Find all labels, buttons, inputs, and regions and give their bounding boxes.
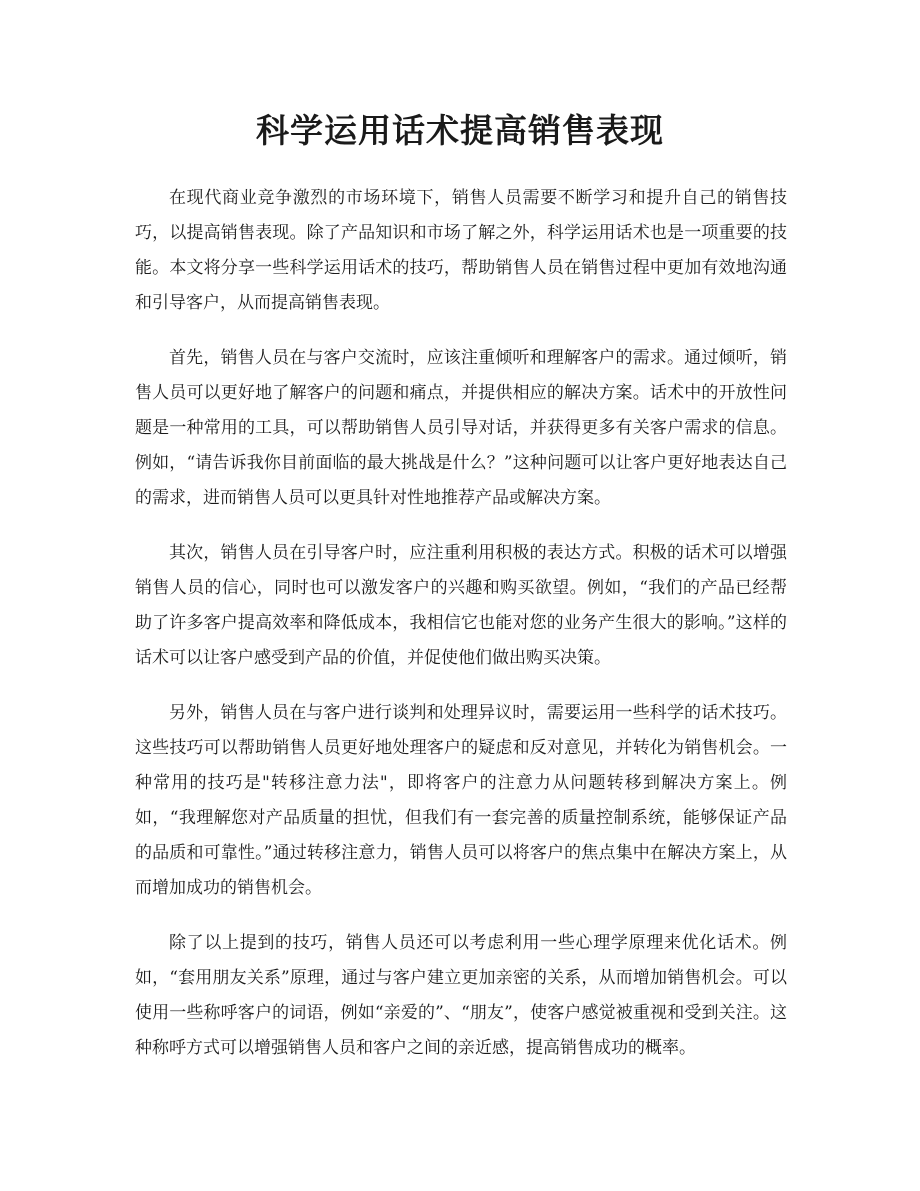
paragraph-intro: 在现代商业竞争激烈的市场环境下，销售人员需要不断学习和提升自己的销售技巧，以提高销售表现。除了产品知识和市场了解之外，科学运用话术也是一项重要的技能。本文将分享一些科学运用话术的技巧，帮助销售人员在销售过程中更加有效地沟通和引导客户，从而提高销售表现。	[135, 188, 787, 313]
paragraph-positive-expression: 其次，销售人员在引导客户时，应注重利用积极的表达方式。积极的话术可以增强销售人员的信心，同时也可以激发客户的兴趣和购买欲望。例如，“我们的产品已经帮助了许多客户提高效率和降低成本，我相信它也能对您的业务产生很大的影响。”这样的话术可以让客户感受到产品的价值，并促使他们做出购买决策。	[135, 543, 787, 668]
document-body	[135, 181, 787, 1086]
paragraph-listening: 首先，销售人员在与客户交流时，应该注重倾听和理解客户的需求。通过倾听，销售人员可以更好地了解客户的问题和痛点，并提供相应的解决方案。话术中的开放性问题是一种常用的工具，可以帮助销售人员引导对话，并获得更多有关客户需求的信息。例如，“请告诉我你目前面临的最大挑战是什么？”这种问题可以让客户更好地表达自己的需求，进而销售人员可以更具针对性地推荐产品或解决方案。	[135, 348, 787, 508]
document-title: 科学运用话术提高销售表现	[256, 111, 664, 150]
paragraph-psychology: 除了以上提到的技巧，销售人员还可以考虑利用一些心理学原理来优化话术。例如，“套用朋友关系”原理，通过与客户建立更加亲密的关系，从而增加销售机会。可以使用一些称呼客户的词语，例如“亲爱的”、“朋友”，使客户感觉被重视和受到关注。这种称呼方式可以增强销售人员和客户之间的亲近感，提高销售成功的概率。	[135, 933, 787, 1058]
paragraph-negotiation: 另外，销售人员在与客户进行谈判和处理异议时，需要运用一些科学的话术技巧。这些技巧可以帮助销售人员更好地处理客户的疑虑和反对意见，并转化为销售机会。一种常用的技巧是"转移注意力法"，即将客户的注意力从问题转移到解决方案上。例如，“我理解您对产品质量的担忧，但我们有一套完善的质量控制系统，能够保证产品的品质和可靠性。”通过转移注意力，销售人员可以将客户的焦点集中在解决方案上，从而增加成功的销售机会。	[135, 703, 787, 898]
